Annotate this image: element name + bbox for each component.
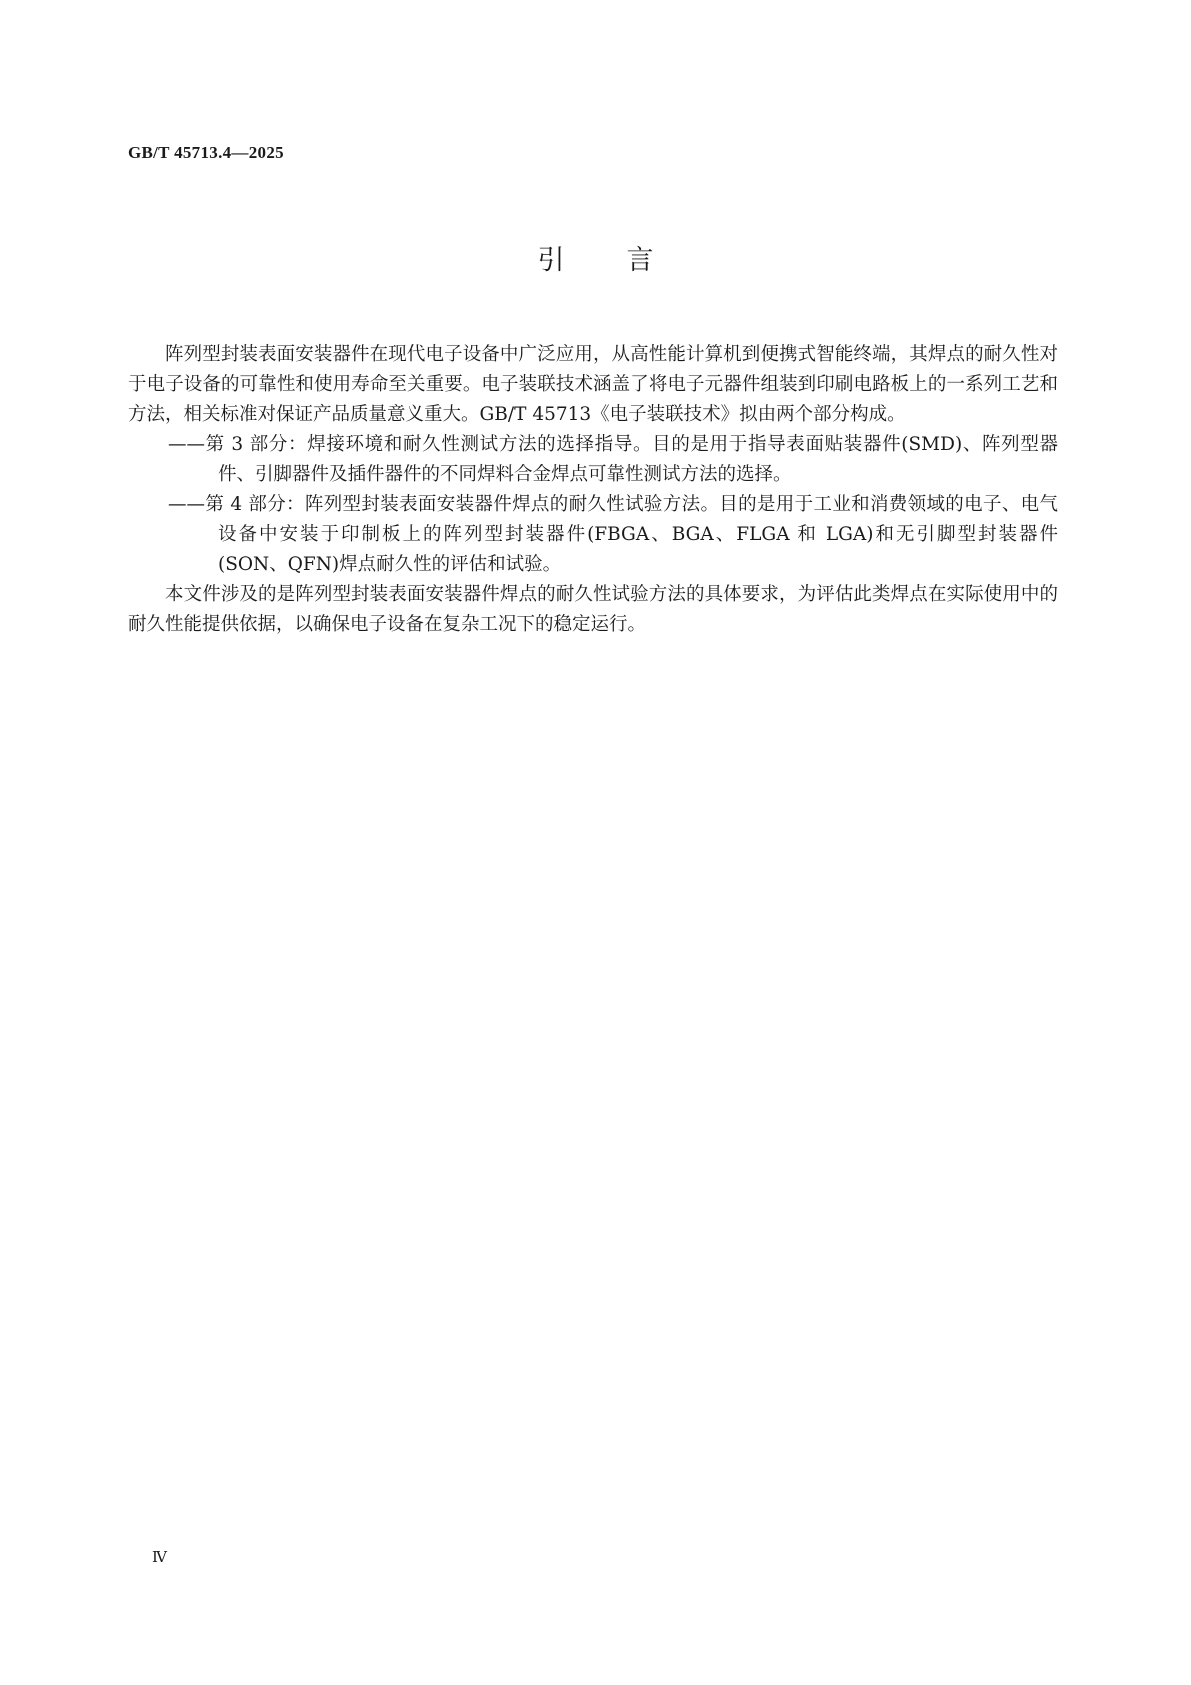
document-number: GB/T 45713.4—2025 <box>128 143 284 162</box>
document-body <box>128 340 1058 640</box>
list-item-part-3: ——第 3 部分：焊接环境和耐久性测试方法的选择指导。目的是用于指导表面贴装器件(SMD)、阵列型器件、引脚器件及插件器件的不同焊料合金焊点可靠性测试方法的选择。 <box>168 434 1058 485</box>
page-title: 引言 <box>537 245 716 276</box>
list-item-part-4: ——第 4 部分：阵列型封装表面安装器件焊点的耐久性试验方法。目的是用于工业和消费领域的电子、电气设备中安装于印制板上的阵列型封装器件(FBGA、BGA、FLGA 和 LGA)和无引脚型封装器件(SON、QFN)焊点耐久性的评估和试验。 <box>168 494 1058 575</box>
closing-paragraph: 本文件涉及的是阵列型封装表面安装器件焊点的耐久性试验方法的具体要求，为评估此类焊点在实际使用中的耐久性能提供依据，以确保电子设备在复杂工况下的稳定运行。 <box>128 584 1058 635</box>
page-number: Ⅳ <box>152 1550 167 1566</box>
intro-paragraph: 阵列型封装表面安装器件在现代电子设备中广泛应用，从高性能计算机到便携式智能终端，其焊点的耐久性对于电子设备的可靠性和使用寿命至关重要。电子装联技术涵盖了将电子元器件组装到印刷电路板上的一系列工艺和方法，相关标准对保证产品质量意义重大。GB/T 45713《电子装联技术》拟由两个部分构成。 <box>128 344 1058 425</box>
